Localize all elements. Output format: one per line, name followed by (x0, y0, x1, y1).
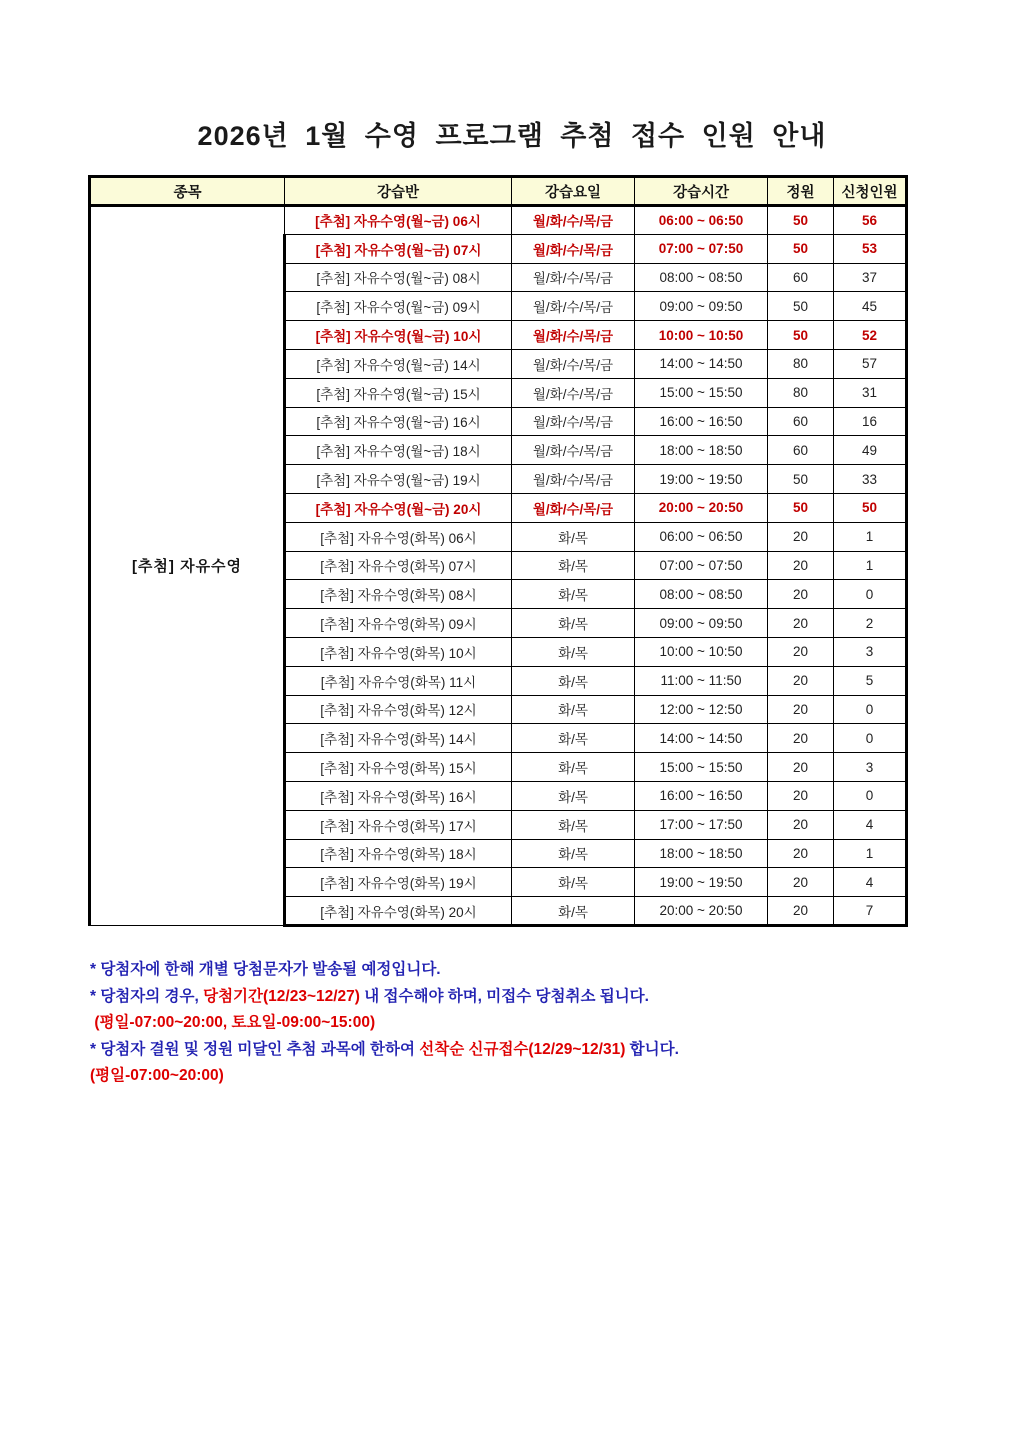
capacity-cell: 20 (768, 753, 834, 782)
time-cell: 15:00 ~ 15:50 (635, 753, 768, 782)
note-line (90, 1063, 950, 1090)
capacity-cell: 60 (768, 407, 834, 436)
days-cell: 화/목 (512, 522, 635, 551)
capacity-cell: 20 (768, 551, 834, 580)
time-cell: 08:00 ~ 08:50 (635, 263, 768, 292)
class-cell: [추첨] 자유수영(화목) 06시 (285, 522, 512, 551)
capacity-cell: 20 (768, 695, 834, 724)
time-cell: 07:00 ~ 07:50 (635, 234, 768, 263)
capacity-cell: 20 (768, 897, 834, 926)
days-cell: 월/화/수/목/금 (512, 493, 635, 522)
capacity-cell: 20 (768, 839, 834, 868)
capacity-cell: 20 (768, 522, 834, 551)
time-cell: 10:00 ~ 10:50 (635, 321, 768, 350)
days-cell: 월/화/수/목/금 (512, 436, 635, 465)
applicants-cell: 7 (834, 897, 907, 926)
days-cell: 화/목 (512, 551, 635, 580)
time-cell: 19:00 ~ 19:50 (635, 465, 768, 494)
capacity-cell: 50 (768, 321, 834, 350)
capacity-cell: 20 (768, 637, 834, 666)
capacity-cell: 80 (768, 349, 834, 378)
time-cell: 19:00 ~ 19:50 (635, 868, 768, 897)
time-cell: 06:00 ~ 06:50 (635, 206, 768, 235)
class-cell: [추첨] 자유수영(월~금) 16시 (285, 407, 512, 436)
page-title: 2026년 1월 수영 프로그램 추첨 접수 인원 안내 (197, 121, 827, 151)
note-line (90, 957, 950, 984)
days-cell: 월/화/수/목/금 (512, 378, 635, 407)
class-cell: [추첨] 자유수영(월~금) 08시 (285, 263, 512, 292)
table-row (90, 206, 907, 235)
days-cell: 화/목 (512, 810, 635, 839)
time-cell: 20:00 ~ 20:50 (635, 897, 768, 926)
applicants-cell: 0 (834, 695, 907, 724)
time-cell: 16:00 ~ 16:50 (635, 781, 768, 810)
class-cell: [추첨] 자유수영(화목) 11시 (285, 666, 512, 695)
capacity-cell: 20 (768, 580, 834, 609)
applicants-cell: 4 (834, 868, 907, 897)
note-segment: 당첨기간(12/23~12/27) (203, 987, 360, 1005)
days-cell: 화/목 (512, 868, 635, 897)
note-segment: * 당첨자의 경우, (90, 987, 204, 1005)
days-cell: 화/목 (512, 609, 635, 638)
class-cell: [추첨] 자유수영(화목) 07시 (285, 551, 512, 580)
class-cell: [추첨] 자유수영(화목) 15시 (285, 753, 512, 782)
days-cell: 월/화/수/목/금 (512, 234, 635, 263)
applicants-cell: 33 (834, 465, 907, 494)
header-category: 종목 (90, 177, 285, 206)
applicants-cell: 31 (834, 378, 907, 407)
class-cell: [추첨] 자유수영(월~금) 15시 (285, 378, 512, 407)
header-days: 강습요일 (512, 177, 635, 206)
class-cell: [추첨] 자유수영(화목) 17시 (285, 810, 512, 839)
time-cell: 12:00 ~ 12:50 (635, 695, 768, 724)
class-cell: [추첨] 자유수영(화목) 19시 (285, 868, 512, 897)
days-cell: 월/화/수/목/금 (512, 263, 635, 292)
time-cell: 06:00 ~ 06:50 (635, 522, 768, 551)
capacity-cell: 20 (768, 609, 834, 638)
time-cell: 15:00 ~ 15:50 (635, 378, 768, 407)
capacity-cell: 50 (768, 234, 834, 263)
capacity-cell: 50 (768, 206, 834, 235)
capacity-cell: 50 (768, 292, 834, 321)
capacity-cell: 80 (768, 378, 834, 407)
note-segment: 선착순 신규접수(12/29~12/31) (419, 1040, 626, 1058)
applicants-cell: 1 (834, 522, 907, 551)
capacity-cell: 50 (768, 465, 834, 494)
note-line (90, 1037, 950, 1064)
class-cell: [추첨] 자유수영(화목) 16시 (285, 781, 512, 810)
applicants-cell: 1 (834, 551, 907, 580)
note-segment: (평일-07:00~20:00) (90, 1067, 224, 1084)
class-cell: [추첨] 자유수영(화목) 20시 (285, 897, 512, 926)
class-cell: [추첨] 자유수영(월~금) 09시 (285, 292, 512, 321)
class-cell: [추첨] 자유수영(월~금) 06시 (285, 206, 512, 235)
note-segment: * 당첨자 결원 및 정원 미달인 추첨 과목에 한하여 (90, 1040, 420, 1058)
applicants-cell: 4 (834, 810, 907, 839)
applicants-cell: 50 (834, 493, 907, 522)
applicants-cell: 16 (834, 407, 907, 436)
applicants-cell: 0 (834, 580, 907, 609)
class-cell: [추첨] 자유수영(화목) 18시 (285, 839, 512, 868)
header-time: 강습시간 (635, 177, 768, 206)
capacity-cell: 20 (768, 781, 834, 810)
class-cell: [추첨] 자유수영(화목) 08시 (285, 580, 512, 609)
class-cell: [추첨] 자유수영(월~금) 10시 (285, 321, 512, 350)
days-cell: 화/목 (512, 695, 635, 724)
time-cell: 11:00 ~ 11:50 (635, 666, 768, 695)
time-cell: 08:00 ~ 08:50 (635, 580, 768, 609)
header-capacity: 정원 (768, 177, 834, 206)
days-cell: 월/화/수/목/금 (512, 321, 635, 350)
table-header (90, 177, 907, 206)
capacity-cell: 20 (768, 666, 834, 695)
note-segment: 내 접수해야 하며, 미접수 당첨취소 됩니다. (359, 987, 649, 1005)
applicants-cell: 37 (834, 263, 907, 292)
days-cell: 화/목 (512, 666, 635, 695)
notes (90, 957, 950, 1090)
applicants-cell: 49 (834, 436, 907, 465)
note-segment: 합니다. (625, 1040, 679, 1058)
days-cell: 화/목 (512, 897, 635, 926)
days-cell: 월/화/수/목/금 (512, 349, 635, 378)
table-body (90, 206, 907, 926)
schedule-table-wrap (88, 175, 905, 927)
capacity-cell: 20 (768, 724, 834, 753)
time-cell: 14:00 ~ 14:50 (635, 724, 768, 753)
time-cell: 18:00 ~ 18:50 (635, 436, 768, 465)
class-cell: [추첨] 자유수영(월~금) 14시 (285, 349, 512, 378)
capacity-cell: 20 (768, 810, 834, 839)
capacity-cell: 60 (768, 263, 834, 292)
days-cell: 월/화/수/목/금 (512, 292, 635, 321)
time-cell: 14:00 ~ 14:50 (635, 349, 768, 378)
applicants-cell: 45 (834, 292, 907, 321)
header-row (90, 177, 907, 206)
schedule-table (88, 175, 908, 927)
time-cell: 16:00 ~ 16:50 (635, 407, 768, 436)
days-cell: 화/목 (512, 753, 635, 782)
applicants-cell: 0 (834, 781, 907, 810)
note-segment: (평일-07:00~20:00, 토요일-09:00~15:00) (90, 1014, 376, 1031)
applicants-cell: 3 (834, 753, 907, 782)
time-cell: 10:00 ~ 10:50 (635, 637, 768, 666)
applicants-cell: 1 (834, 839, 907, 868)
applicants-cell: 57 (834, 349, 907, 378)
capacity-cell: 50 (768, 493, 834, 522)
days-cell: 월/화/수/목/금 (512, 206, 635, 235)
applicants-cell: 56 (834, 206, 907, 235)
class-cell: [추첨] 자유수영(월~금) 19시 (285, 465, 512, 494)
capacity-cell: 60 (768, 436, 834, 465)
time-cell: 09:00 ~ 09:50 (635, 292, 768, 321)
class-cell: [추첨] 자유수영(화목) 14시 (285, 724, 512, 753)
class-cell: [추첨] 자유수영(월~금) 20시 (285, 493, 512, 522)
category-cell: [추첨] 자유수영 (90, 206, 285, 926)
note-line (90, 984, 950, 1011)
class-cell: [추첨] 자유수영(화목) 09시 (285, 609, 512, 638)
capacity-cell: 20 (768, 868, 834, 897)
applicants-cell: 5 (834, 666, 907, 695)
class-cell: [추첨] 자유수영(월~금) 18시 (285, 436, 512, 465)
time-cell: 09:00 ~ 09:50 (635, 609, 768, 638)
days-cell: 화/목 (512, 724, 635, 753)
class-cell: [추첨] 자유수영(화목) 10시 (285, 637, 512, 666)
time-cell: 07:00 ~ 07:50 (635, 551, 768, 580)
days-cell: 화/목 (512, 580, 635, 609)
applicants-cell: 53 (834, 234, 907, 263)
time-cell: 20:00 ~ 20:50 (635, 493, 768, 522)
days-cell: 월/화/수/목/금 (512, 407, 635, 436)
note-line (90, 1010, 950, 1037)
days-cell: 월/화/수/목/금 (512, 465, 635, 494)
class-cell: [추첨] 자유수영(화목) 12시 (285, 695, 512, 724)
header-class: 강습반 (285, 177, 512, 206)
applicants-cell: 3 (834, 637, 907, 666)
applicants-cell: 52 (834, 321, 907, 350)
note-segment: * 당첨자에 한해 개별 당첨문자가 발송될 예정입니다. (90, 961, 441, 978)
class-cell: [추첨] 자유수영(월~금) 07시 (285, 234, 512, 263)
applicants-cell: 0 (834, 724, 907, 753)
time-cell: 18:00 ~ 18:50 (635, 839, 768, 868)
applicants-cell: 2 (834, 609, 907, 638)
days-cell: 화/목 (512, 637, 635, 666)
days-cell: 화/목 (512, 781, 635, 810)
header-applicants: 신청인원 (834, 177, 907, 206)
time-cell: 17:00 ~ 17:50 (635, 810, 768, 839)
days-cell: 화/목 (512, 839, 635, 868)
